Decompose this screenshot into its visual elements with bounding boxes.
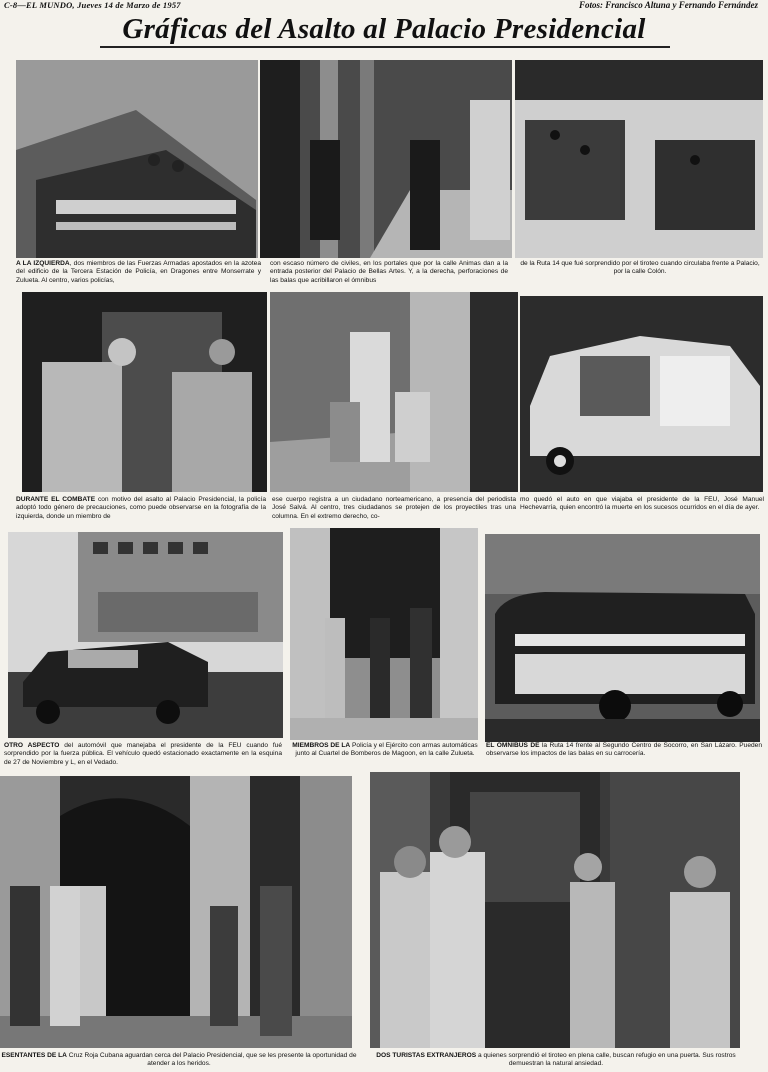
caption-row4-right: DOS TURISTAS EXTRANJEROS a quienes sorprendió el tiroteo en plena calle, buscan refugio en una puerta. Sus rostros demuestran la natural ansiedad. — [376, 1052, 736, 1068]
caption-row3-left: OTRO ASPECTO del automóvil que manejaba el presidente de la FEU cuando fué sorprendido por la fuerza pública. El vehículo quedó estacionado exactamente en la esquina de 27 de Noviembre y L, en el Vedado. — [4, 742, 283, 766]
photo-bus-bullet-holes — [515, 60, 763, 258]
photo-police-in-portals — [260, 60, 512, 258]
photo-citizens-behind-column — [270, 292, 518, 492]
caption-row2-left: DURANTE EL COMBATE con motivo del asalto al Palacio Presidencial, la policía adoptó todo género de precauciones, como puede observarse en la fotografía de la izquierda, donde un miembro de — [16, 496, 266, 520]
page-folio: C-8—EL MUNDO, Jueves 14 de Marzo de 1957 — [4, 0, 181, 10]
headline: Gráficas del Asalto al Palacio Presidencial — [122, 13, 646, 45]
caption-row3-center: MIEMBROS DE LA Policía y el Ejército con armas automáticas junto al Cuartel de Bomberos de Magoon, en la calle Zulueta. — [292, 742, 478, 758]
photo-credits: Fotos: Francisco Altuna y Fernando Fernández — [579, 0, 758, 10]
photo-rooftop-soldiers — [16, 60, 258, 258]
photo-feu-car-doors-open — [520, 296, 763, 492]
caption-row2-right: mo quedó el auto en que viajaba el presidente de la FEU, José Manuel Hechevarría, quien encontró la muerte en los sucesos ocurridos en el día de ayer. — [520, 496, 764, 512]
caption-row2-center: ese cuerpo registra a un ciudadano norteamericano, a presencia del periodista José Salvá. Al centro, tres ciudadanos se protejen de los proyectiles tras una columna. En el extremo derecho, co- — [272, 496, 516, 520]
photo-tourists-seek-refuge — [370, 772, 740, 1048]
caption-row1-center: con escaso número de civiles, en los portales que por la calle Animas dan a la entrada posterior del Palacio de Bellas Artes. Y, a la derecha, perforaciones de las balas que acribillaron el ómnibus — [270, 260, 508, 284]
caption-row4-left: ESENTANTES DE LA Cruz Roja Cubana aguardan cerca del Palacio Presidencial, que se les presente la oportunidad de atender a los heridos. — [1, 1052, 357, 1068]
photo-police-search — [22, 292, 267, 492]
caption-row1-right: de la Ruta 14 que fué sorprendido por el tiroteo cuando circulaba frente a Palacio, por la calle Colón. — [520, 260, 760, 276]
caption-row1-left: A LA IZQUIERDA, dos miembros de las Fuerzas Armadas apostados en la azotea del edificio de la Tercera Estación de Policía, en Dragones entre Monserrate y Zulueta. Al centro, varios policías, — [16, 260, 261, 284]
photo-red-cross-near-palace — [0, 776, 352, 1048]
photo-armed-police-army — [290, 528, 478, 740]
caption-row3-right: EL OMNIBUS DE la Ruta 14 frente al Segundo Centro de Socorro, en San Lázaro. Pueden observarse los impactos de las balas en su carrocería. — [486, 742, 762, 758]
photo-car-street-corner — [8, 532, 283, 738]
headline-rule — [100, 46, 670, 48]
photo-omnibus-san-lazaro — [485, 534, 760, 742]
